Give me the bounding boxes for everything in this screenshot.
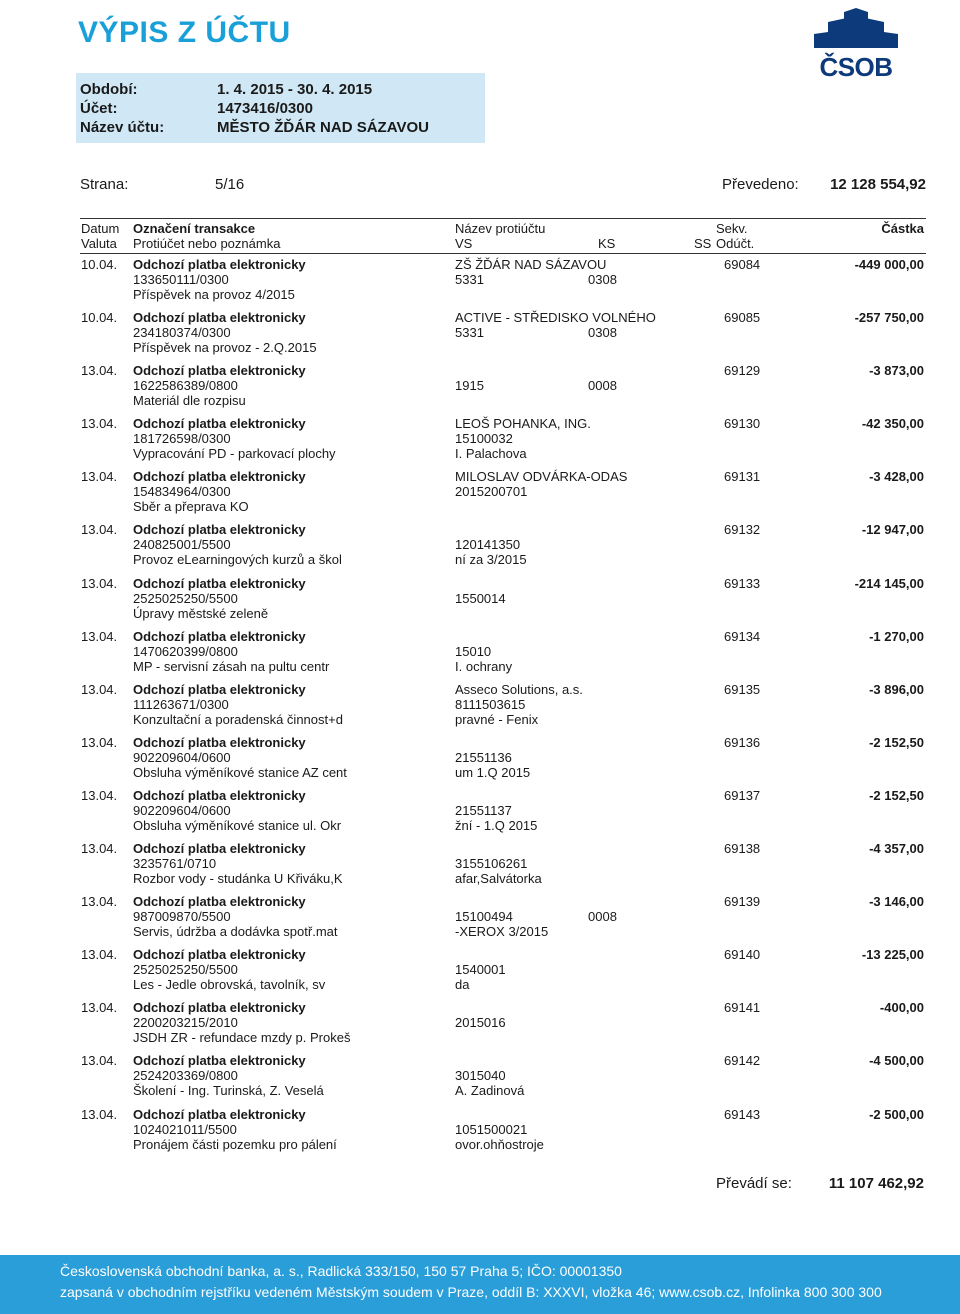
row-note: Provoz eLearningových kurzů a škol xyxy=(133,552,342,568)
row-counterparty-detail: I. Palachova xyxy=(455,446,527,462)
transaction-row xyxy=(0,522,960,575)
account-name-label: Název účtu: xyxy=(80,119,165,136)
row-sequence: 69135 xyxy=(724,681,761,697)
row-date: 13.04. xyxy=(81,522,118,538)
row-date: 10.04. xyxy=(81,257,118,272)
row-amount: -4 357,00 xyxy=(869,841,924,857)
row-date: 13.04. xyxy=(81,469,118,485)
row-counter-account: 902209604/0600 xyxy=(133,749,231,765)
row-transaction-type: Odchozí platba elektronicky xyxy=(133,1106,306,1122)
row-date: 13.04. xyxy=(81,947,118,963)
row-variable-symbol: 1051500021 xyxy=(455,1121,528,1137)
row-counter-account: 1470620399/0800 xyxy=(133,643,238,659)
row-amount: -214 145,00 xyxy=(854,575,924,591)
row-counterparty-name: LEOŠ POHANKA, ING. xyxy=(455,416,591,432)
row-amount: -42 350,00 xyxy=(861,416,924,432)
period-value: 1. 4. 2015 - 30. 4. 2015 xyxy=(217,81,373,98)
row-sequence: 69131 xyxy=(724,469,761,485)
row-note: Úpravy městské zeleně xyxy=(133,605,269,621)
row-variable-symbol: 21551136 xyxy=(455,749,512,765)
row-note: Servis, údržba a dodávka spotř.mat xyxy=(133,924,338,940)
row-sequence: 69143 xyxy=(724,1106,761,1122)
row-counter-account: 181726598/0300 xyxy=(133,431,231,447)
row-note: Příspěvek na provoz - 2.Q.2015 xyxy=(133,340,317,356)
row-note: Sběr a přeprava KO xyxy=(133,499,249,515)
row-counter-account: 3235761/0710 xyxy=(133,856,217,872)
row-counter-account: 2524203369/0800 xyxy=(133,1068,238,1084)
transaction-row xyxy=(0,257,960,310)
row-counter-account: 133650111/0300 xyxy=(133,272,229,287)
header-rule-bottom xyxy=(80,253,926,254)
row-date: 13.04. xyxy=(81,1053,118,1069)
transaction-list xyxy=(0,257,960,1160)
row-variable-symbol: 5331 xyxy=(455,325,484,341)
row-transaction-type: Odchozí platba elektronicky xyxy=(133,841,306,857)
transaction-row xyxy=(0,576,960,629)
row-variable-symbol: 120141350 xyxy=(455,537,521,553)
row-variable-symbol: 2015200701 xyxy=(455,484,528,500)
transaction-row xyxy=(0,1000,960,1053)
row-variable-symbol: 3155106261 xyxy=(455,856,528,872)
row-counter-account: 2525025250/5500 xyxy=(133,590,238,606)
header-datum: Datum xyxy=(81,221,120,236)
row-note: Rozbor vody - studánka U Křiváku,K xyxy=(133,871,343,887)
transaction-row xyxy=(0,735,960,788)
row-counter-account: 240825001/5500 xyxy=(133,537,231,553)
row-counterparty-detail: afar,Salvátorka xyxy=(455,871,542,887)
carried-over-label: Převedeno: xyxy=(722,176,799,193)
row-amount: -2 500,00 xyxy=(869,1106,924,1122)
row-counterparty-detail: A. Zadinová xyxy=(455,1083,525,1099)
row-transaction-type: Odchozí platba elektronicky xyxy=(133,469,306,485)
row-amount: -3 428,00 xyxy=(869,469,924,485)
row-variable-symbol: 15100494 xyxy=(455,909,513,925)
row-transaction-type: Odchozí platba elektronicky xyxy=(133,575,306,591)
row-transaction-type: Odchozí platba elektronicky xyxy=(133,522,306,538)
row-counterparty-name: Asseco Solutions, a.s. xyxy=(455,681,583,697)
page-number: 5/16 xyxy=(215,176,245,193)
transaction-row xyxy=(0,416,960,469)
row-counterparty-detail: da xyxy=(455,977,470,993)
row-amount: -449 000,00 xyxy=(854,257,924,272)
row-note: Vypracování PD - parkovací plochy xyxy=(133,446,336,462)
period-label: Období: xyxy=(80,81,138,98)
row-counter-account: 987009870/5500 xyxy=(133,909,231,925)
row-variable-symbol: 15100032 xyxy=(455,431,513,447)
row-counterparty-detail: pravné - Fenix xyxy=(455,711,539,727)
row-constant-symbol: 0308 xyxy=(588,325,617,341)
row-counter-account: 1622586389/0800 xyxy=(133,378,238,394)
row-sequence: 69133 xyxy=(724,575,761,591)
row-amount: -3 873,00 xyxy=(869,363,924,379)
row-variable-symbol: 8111503615 xyxy=(455,696,526,712)
header-protiucet: Protiúčet nebo poznámka xyxy=(133,236,281,251)
row-counter-account: 902209604/0600 xyxy=(133,802,231,818)
row-counterparty-detail: ní za 3/2015 xyxy=(455,552,527,568)
row-counterparty-detail: -XEROX 3/2015 xyxy=(455,924,549,940)
row-constant-symbol: 0308 xyxy=(588,272,617,287)
row-transaction-type: Odchozí platba elektronicky xyxy=(133,310,306,326)
footer-line-1: Československá obchodní banka, a. s., Radlická 333/150, 150 57 Praha 5; IČO: 00001350 xyxy=(60,1263,622,1279)
row-counter-account: 234180374/0300 xyxy=(133,325,231,341)
row-date: 13.04. xyxy=(81,841,118,857)
bank-footer xyxy=(0,1255,960,1314)
row-note: Les - Jedle obrovská, tavolník, sv xyxy=(133,977,326,993)
row-transaction-type: Odchozí platba elektronicky xyxy=(133,416,306,432)
row-counter-account: 2525025250/5500 xyxy=(133,962,238,978)
row-counterparty-detail: I. ochrany xyxy=(455,658,513,674)
header-vs: VS xyxy=(455,236,473,251)
row-sequence: 69129 xyxy=(724,363,761,379)
row-variable-symbol: 1915 xyxy=(455,378,484,394)
row-counterparty-detail: um 1.Q 2015 xyxy=(455,764,531,780)
transaction-row xyxy=(0,1053,960,1106)
row-note: Příspěvek na provoz 4/2015 xyxy=(133,287,295,302)
row-date: 13.04. xyxy=(81,1106,118,1122)
transaction-row xyxy=(0,788,960,841)
header-sekv: Sekv. xyxy=(716,221,748,236)
header-ss: SS xyxy=(694,236,712,251)
account-value: 1473416/0300 xyxy=(217,100,313,117)
account-label: Účet: xyxy=(80,100,118,117)
row-date: 13.04. xyxy=(81,734,118,750)
row-transaction-type: Odchozí platba elektronicky xyxy=(133,628,306,644)
transaction-row xyxy=(0,1107,960,1160)
header-oducet: Odúčt. xyxy=(716,236,755,251)
header-valuta: Valuta xyxy=(81,236,117,251)
row-constant-symbol: 0008 xyxy=(588,378,617,394)
row-date: 10.04. xyxy=(81,310,118,326)
carry-forward-label: Převádí se: xyxy=(716,1175,792,1192)
row-constant-symbol: 0008 xyxy=(588,909,617,925)
row-note: Obsluha výměníkové stanice AZ cent xyxy=(133,764,347,780)
row-note: MP - servisní zásah na pultu centr xyxy=(133,658,330,674)
row-amount: -12 947,00 xyxy=(861,522,924,538)
row-date: 13.04. xyxy=(81,894,118,910)
row-note: Konzultační a poradenská činnost+d xyxy=(133,711,343,727)
row-amount: -3 896,00 xyxy=(869,681,924,697)
transaction-row xyxy=(0,469,960,522)
row-amount: -2 152,50 xyxy=(869,734,924,750)
carry-forward-value: 11 107 462,92 xyxy=(828,1175,924,1192)
row-date: 13.04. xyxy=(81,681,118,697)
row-variable-symbol: 1550014 xyxy=(455,590,506,606)
row-counter-account: 2200203215/2010 xyxy=(133,1015,238,1031)
row-variable-symbol: 5331 xyxy=(455,272,484,287)
row-amount: -3 146,00 xyxy=(869,894,924,910)
account-info-box xyxy=(76,73,485,143)
row-sequence: 69132 xyxy=(724,522,761,538)
header-rule-top xyxy=(80,218,926,219)
row-transaction-type: Odchozí platba elektronicky xyxy=(133,894,306,910)
transaction-row xyxy=(0,629,960,682)
row-note: JSDH ZR - refundace mzdy p. Prokeš xyxy=(133,1030,351,1046)
document-title: VÝPIS Z ÚČTU xyxy=(78,16,291,49)
carried-over-value: 12 128 554,92 xyxy=(830,176,926,193)
row-counterparty-detail: žní - 1.Q 2015 xyxy=(455,817,538,833)
row-counter-account: 1024021011/5500 xyxy=(133,1121,237,1137)
csob-logo xyxy=(808,8,904,82)
row-note: Pronájem části pozemku pro pálení xyxy=(133,1136,337,1152)
row-transaction-type: Odchozí platba elektronicky xyxy=(133,1053,306,1069)
row-amount: -400,00 xyxy=(879,1000,924,1016)
row-variable-symbol: 2015016 xyxy=(455,1015,506,1031)
page-label: Strana: xyxy=(80,176,129,193)
row-date: 13.04. xyxy=(81,575,118,591)
transaction-row xyxy=(0,363,960,416)
row-amount: -1 270,00 xyxy=(869,628,924,644)
row-amount: -4 500,00 xyxy=(869,1053,924,1069)
row-sequence: 69134 xyxy=(724,628,761,644)
row-sequence: 69136 xyxy=(724,734,761,750)
row-counterparty-name: ACTIVE - STŘEDISKO VOLNÉHO xyxy=(455,310,656,326)
row-date: 13.04. xyxy=(81,628,118,644)
row-counter-account: 154834964/0300 xyxy=(133,484,231,500)
row-sequence: 69142 xyxy=(724,1053,761,1069)
row-date: 13.04. xyxy=(81,1000,118,1016)
row-transaction-type: Odchozí platba elektronicky xyxy=(133,681,306,697)
row-variable-symbol: 21551137 xyxy=(455,802,512,818)
transaction-row xyxy=(0,841,960,894)
row-variable-symbol: 1540001 xyxy=(455,962,506,978)
transaction-row xyxy=(0,682,960,735)
row-sequence: 69084 xyxy=(724,257,761,272)
row-variable-symbol: 3015040 xyxy=(455,1068,506,1084)
footer-line-2: zapsaná v obchodním rejstříku vedeném Městským soudem v Praze, oddíl B: XXXVI, vložka 46; www.csob.cz, Infolinka 800 300 300 xyxy=(60,1284,882,1300)
row-transaction-type: Odchozí platba elektronicky xyxy=(133,257,306,272)
transaction-row xyxy=(0,947,960,1000)
row-amount: -13 225,00 xyxy=(861,947,924,963)
row-transaction-type: Odchozí platba elektronicky xyxy=(133,1000,306,1016)
transaction-row xyxy=(0,894,960,947)
row-transaction-type: Odchozí platba elektronicky xyxy=(133,787,306,803)
row-amount: -2 152,50 xyxy=(869,787,924,803)
row-sequence: 69130 xyxy=(724,416,761,432)
row-amount: -257 750,00 xyxy=(854,310,924,326)
header-castka: Částka xyxy=(881,221,924,236)
row-sequence: 69141 xyxy=(724,1000,761,1016)
csob-logo-mark xyxy=(808,8,904,52)
row-sequence: 69140 xyxy=(724,947,761,963)
row-note: Školení - Ing. Turinská, Z. Veselá xyxy=(133,1083,324,1099)
header-nazev-protiuctu: Název protiúčtu xyxy=(455,221,546,236)
transaction-row xyxy=(0,310,960,363)
row-date: 13.04. xyxy=(81,416,118,432)
row-counterparty-detail: ovor.ohňostroje xyxy=(455,1136,544,1152)
row-note: Materiál dle rozpisu xyxy=(133,393,246,409)
header-oznaceni: Označení transakce xyxy=(133,221,256,236)
row-date: 13.04. xyxy=(81,363,118,379)
row-note: Obsluha výměníkové stanice ul. Okr xyxy=(133,817,342,833)
account-name-value: MĚSTO ŽĎÁR NAD SÁZAVOU xyxy=(217,119,429,136)
row-counter-account: 111263671/0300 xyxy=(133,696,229,712)
logo-text: ČSOB xyxy=(819,52,893,82)
row-sequence: 69139 xyxy=(724,894,761,910)
row-transaction-type: Odchozí platba elektronicky xyxy=(133,734,306,750)
row-sequence: 69138 xyxy=(724,841,761,857)
row-variable-symbol: 15010 xyxy=(455,643,492,659)
row-counterparty-name: ZŠ ŽĎÁR NAD SÁZAVOU xyxy=(455,257,607,272)
row-sequence: 69137 xyxy=(724,787,761,803)
row-counterparty-name: MILOSLAV ODVÁRKA-ODAS xyxy=(455,469,628,485)
row-sequence: 69085 xyxy=(724,310,761,326)
row-date: 13.04. xyxy=(81,787,118,803)
row-transaction-type: Odchozí platba elektronicky xyxy=(133,947,306,963)
header-ks: KS xyxy=(598,236,616,251)
row-transaction-type: Odchozí platba elektronicky xyxy=(133,363,306,379)
